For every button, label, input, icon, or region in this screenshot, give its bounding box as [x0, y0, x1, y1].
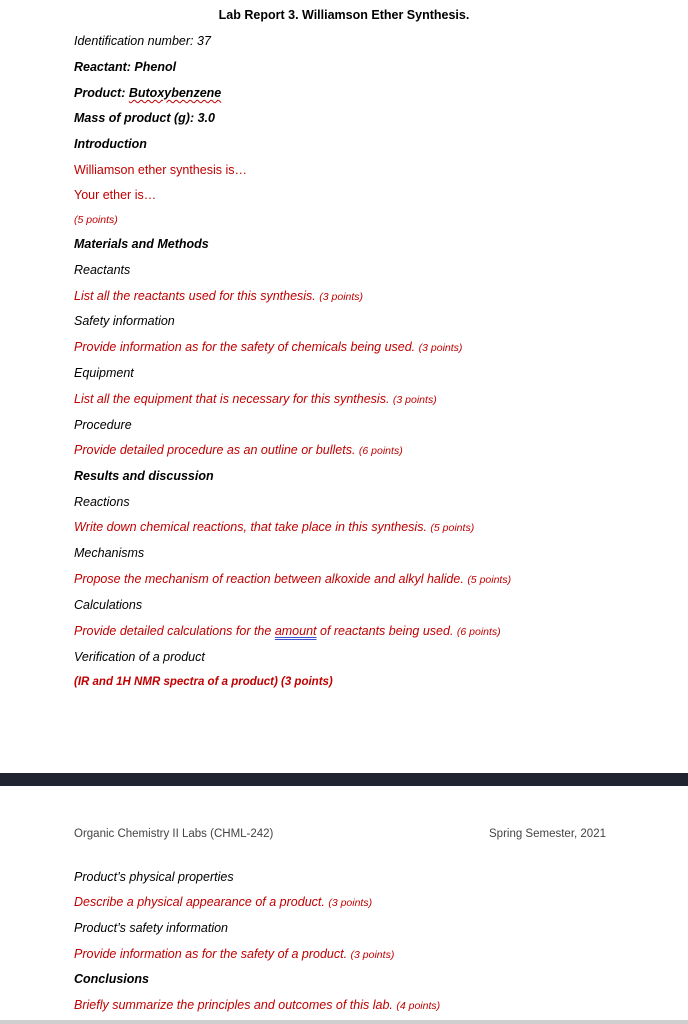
calculations-label: Calculations [74, 598, 143, 612]
results-heading: Results and discussion [74, 469, 214, 483]
document-page-2 [0, 786, 688, 1020]
procedure-prompt-text: Provide detailed procedure as an outline or bullets. [74, 443, 356, 457]
mechanisms-prompt [74, 571, 511, 588]
product-safety-points: (3 points) [350, 949, 395, 961]
verification-label: Verification of a product [74, 650, 205, 664]
verification-prompt: (IR and 1H NMR spectra of a product) (3 points) [74, 676, 333, 688]
page-divider [0, 773, 688, 786]
procedure-points: (6 points) [358, 445, 403, 457]
semester-header: Spring Semester, 2021 [489, 828, 606, 840]
reactant-line: Reactant: Phenol [74, 60, 177, 74]
equipment-prompt-text: List all the equipment that is necessary for this synthesis. [74, 392, 390, 406]
product-line [74, 85, 221, 101]
equipment-points: (3 points) [392, 394, 437, 406]
calculations-prompt [74, 623, 501, 640]
safety-points: (3 points) [418, 342, 463, 354]
procedure-prompt [74, 442, 403, 459]
materials-heading: Materials and Methods [74, 237, 209, 251]
reactions-label: Reactions [74, 495, 130, 509]
product-safety-prompt-text: Provide information as for the safety of a product. [74, 947, 348, 961]
reactions-points: (5 points) [430, 522, 475, 534]
calc-prompt-post: of reactants being used. [316, 624, 454, 638]
mass-line: Mass of product (g): 3.0 [74, 111, 215, 125]
introduction-heading: Introduction [74, 137, 147, 151]
reactants-prompt [74, 288, 363, 305]
calc-prompt-pre: Provide detailed calculations for the [74, 624, 275, 638]
physical-points: (3 points) [328, 897, 373, 909]
intro-prompt-1: Williamson ether synthesis is… [74, 163, 247, 177]
report-title: Lab Report 3. Williamson Ether Synthesis. [218, 8, 470, 22]
calc-points: (6 points) [456, 626, 501, 638]
reactants-label: Reactants [74, 263, 131, 277]
conclusions-prompt-text: Briefly summarize the principles and outcomes of this lab. [74, 998, 393, 1012]
conclusions-points: (4 points) [396, 1000, 441, 1012]
physical-prompt-text: Describe a physical appearance of a product. [74, 895, 325, 909]
intro-points: (5 points) [74, 214, 118, 226]
page-bottom-edge [0, 1020, 688, 1024]
identification-number: Identification number: 37 [74, 34, 211, 48]
physical-properties-prompt [74, 894, 372, 911]
product-safety-prompt [74, 946, 394, 963]
reactants-points: (3 points) [319, 291, 364, 303]
reactions-prompt [74, 519, 474, 536]
intro-prompt-2: Your ether is… [74, 188, 157, 202]
conclusions-prompt [74, 997, 440, 1014]
safety-prompt-text: Provide information as for the safety of chemicals being used. [74, 340, 416, 354]
product-name: Butoxybenzene [128, 86, 222, 100]
mechanisms-prompt-text: Propose the mechanism of reaction between alkoxide and alkyl halide. [74, 572, 464, 586]
product-label: Product: [74, 86, 129, 100]
reactions-prompt-text: Write down chemical reactions, that take place in this synthesis. [74, 520, 427, 534]
reactants-prompt-text: List all the reactants used for this synthesis. [74, 289, 316, 303]
physical-properties-label: Product’s physical properties [74, 870, 234, 884]
mechanisms-points: (5 points) [467, 574, 512, 586]
course-header: Organic Chemistry II Labs (CHML-242) [74, 828, 274, 840]
product-safety-label: Product’s safety information [74, 921, 229, 935]
calc-prompt-amount: amount [274, 624, 317, 638]
conclusions-heading: Conclusions [74, 972, 150, 986]
safety-prompt [74, 339, 462, 356]
procedure-label: Procedure [74, 418, 132, 432]
mechanisms-label: Mechanisms [74, 546, 145, 560]
equipment-label: Equipment [74, 366, 134, 380]
equipment-prompt [74, 391, 437, 408]
safety-label: Safety information [74, 314, 175, 328]
